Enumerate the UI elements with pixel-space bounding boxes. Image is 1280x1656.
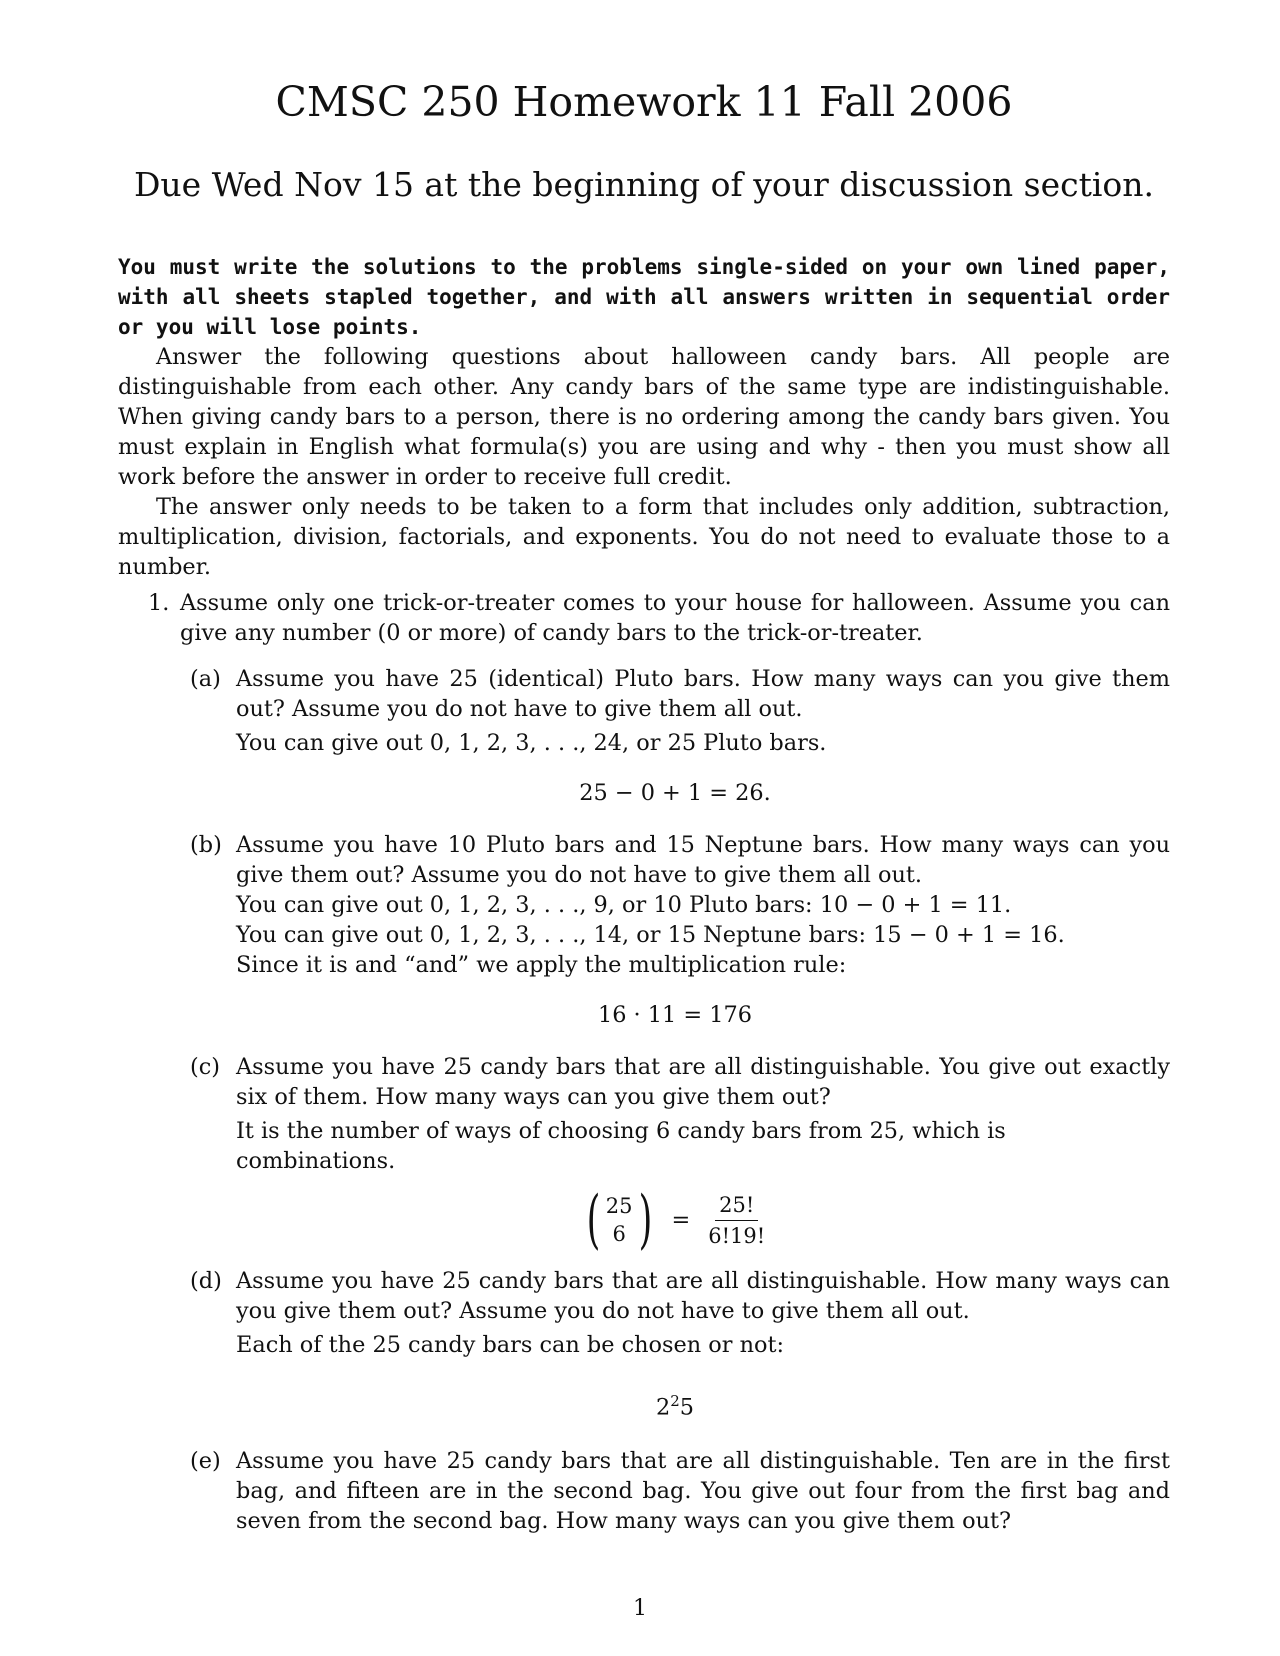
instructions-block [118, 252, 1170, 582]
subproblem-a-math: 25 − 0 + 1 = 26. [579, 780, 771, 806]
subproblem-b-answer-3: Since it is and “and” we apply the multiplication rule: [236, 952, 847, 978]
problem-list [118, 588, 1170, 1536]
subproblem-d-answer: Each of the 25 candy bars can be chosen or not: [236, 1332, 785, 1358]
page-number: 1 [633, 1596, 647, 1621]
binomial-values [606, 1192, 633, 1248]
subproblem-e-question: Assume you have 25 candy bars that are all distinguishable. Ten are in the first bag, and fifteen are in the second bag. You give out four from the first bag and seven from the second bag. How many ways can you give them out? [236, 1448, 1170, 1535]
due-date-line: Due Wed Nov 15 at the beginning of your discussion section. [133, 165, 1155, 204]
subproblem-e-label: (e) [190, 1448, 221, 1475]
bold-instructions: You must write the solutions to the problems single-sided on your own lined paper, with all sheets stapled together, and with all answers written in sequential order or you will lose points. [118, 255, 1170, 339]
subproblem-d [118, 1266, 1170, 1360]
binomial-top: 25 [605, 1194, 633, 1218]
equals-sign: = [671, 1207, 691, 1233]
subproblem-b-math: 16 · 11 = 176 [597, 1002, 753, 1028]
factorial-fraction [704, 1191, 769, 1250]
power-exponent: 2 [670, 1392, 680, 1410]
problem-1-text: Assume only one trick-or-treater comes to your house for halloween. Assume you can give any number (0 or more) of candy bars to the trick-or-treater. [180, 590, 1170, 646]
subproblem-b-answer-2: You can give out 0, 1, 2, 3, . . ., 14, or 15 Neptune bars: 15 − 0 + 1 = 16. [236, 922, 1065, 948]
page-title: CMSC 250 Homework 11 Fall 2006 [275, 78, 1013, 126]
problem-1 [118, 588, 1170, 648]
subproblem-c-answer: It is the number of ways of choosing 6 candy bars from 25, which is combinations. [236, 1118, 1006, 1174]
subproblem-a-question: Assume you have 25 (identical) Pluto bars. How many ways can you give them out? Assume you do not have to give them all out. [236, 666, 1170, 722]
left-paren: ( [586, 1183, 601, 1257]
subproblem-c-question: Assume you have 25 candy bars that are all distinguishable. You give out exactly six of them. How many ways can you give them out? [236, 1054, 1170, 1110]
form-paragraph: The answer only needs to be taken to a form that includes only addition, subtraction, multiplication, division, factorials, and exponents. You do not need to evaluate those to a number. [118, 494, 1170, 580]
subproblem-d-math [118, 1386, 1170, 1422]
power-tail: 5 [679, 1394, 695, 1421]
subproblem-e [118, 1446, 1170, 1536]
power-base: 2 [655, 1394, 671, 1421]
subproblem-b-answer-1: You can give out 0, 1, 2, 3, . . ., 9, or 10 Pluto bars: 10 − 0 + 1 = 11. [236, 892, 1012, 918]
fraction-denominator: 6!19! [708, 1223, 766, 1248]
subproblem-c-math [118, 1183, 1170, 1257]
binomial-equation [581, 1183, 769, 1257]
binomial-bottom: 6 [612, 1222, 626, 1246]
subproblem-a-answer: You can give out 0, 1, 2, 3, . . ., 24, or 25 Pluto bars. [236, 730, 827, 756]
problem-1-number: 1. [148, 590, 170, 616]
binomial-coefficient [581, 1183, 658, 1257]
intro-paragraph: Answer the following questions about halloween candy bars. All people are distinguishable from each other. Any candy bars of the same type are indistinguishable. When giving candy bars to a person, there is no ordering among the candy bars given. You must explain in English what formula(s) you are using and why - then you must show all work before the answer in order to receive full credit. [118, 344, 1170, 490]
subproblem-b-label: (b) [190, 832, 222, 858]
right-paren: ) [638, 1183, 652, 1257]
subproblem-c [118, 1052, 1170, 1176]
subproblem-a [118, 664, 1170, 758]
subproblem-d-label: (d) [190, 1268, 222, 1294]
subproblem-b [118, 830, 1170, 980]
fraction-numerator: 25! [715, 1191, 758, 1221]
subproblem-c-label: (c) [190, 1054, 221, 1080]
subproblem-a-label: (a) [190, 666, 221, 692]
subproblem-b-question: Assume you have 10 Pluto bars and 15 Neptune bars. How many ways can you give them out? Assume you do not have to give them all out. [236, 832, 1170, 888]
subproblem-d-question: Assume you have 25 candy bars that are all distinguishable. How many ways can you give them out? Assume you do not have to give them all out. [236, 1268, 1170, 1324]
